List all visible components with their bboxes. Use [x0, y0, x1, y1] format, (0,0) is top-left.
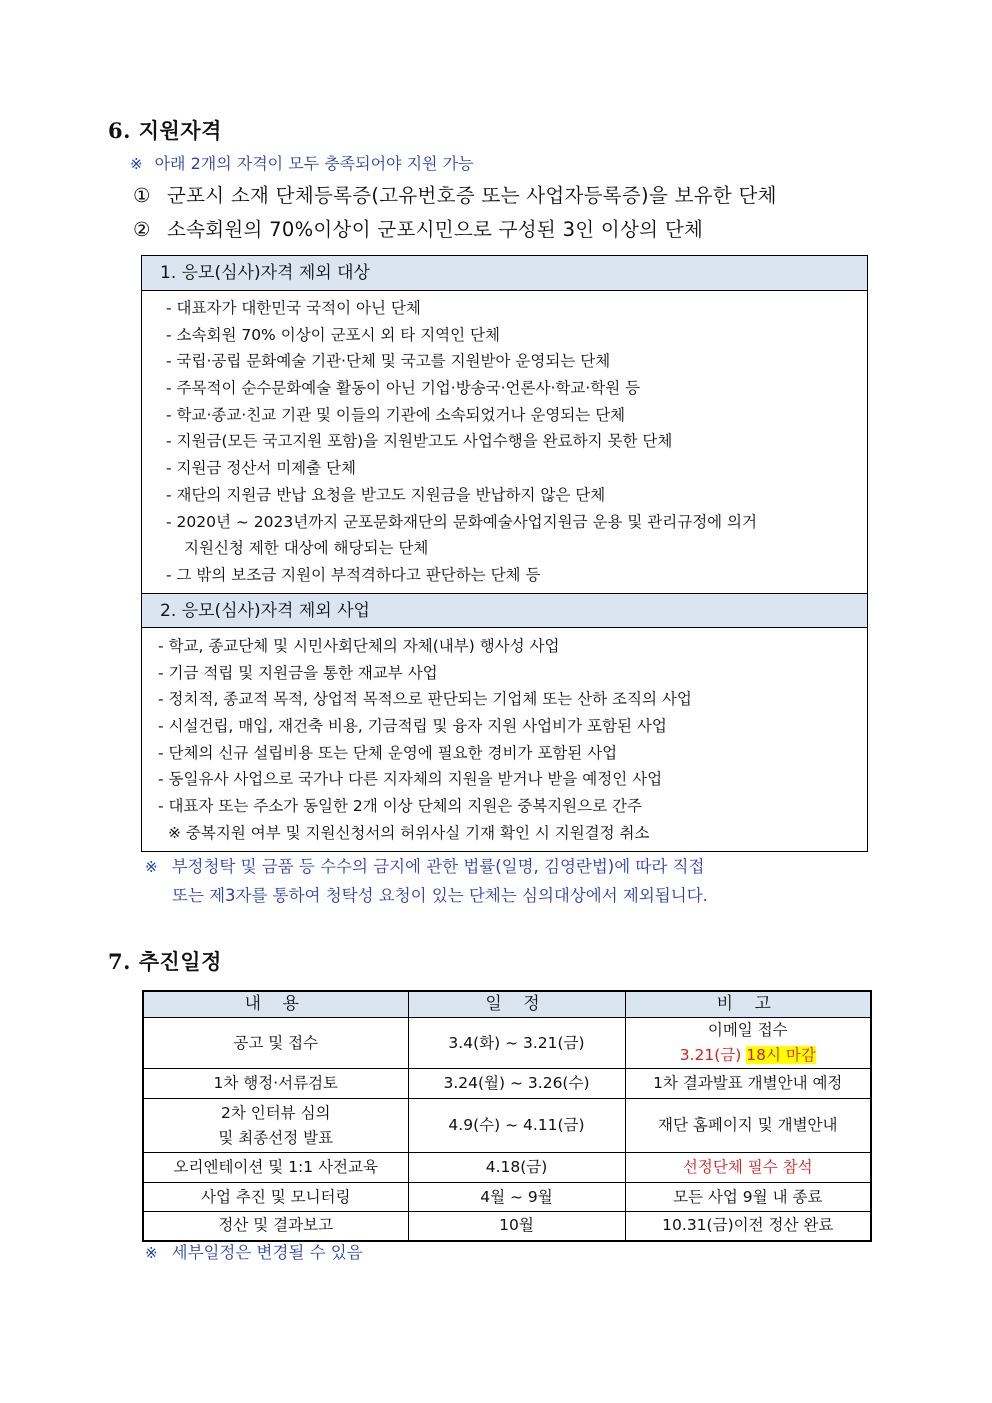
list-item-note: ※ 중복지원 여부 및 지원신청서의 허위사실 기재 확인 시 지원결정 취소: [168, 823, 650, 842]
cell-schedule: 4.18(금): [408, 1153, 625, 1183]
cell-schedule: 3.4(화) ~ 3.21(금): [408, 1018, 625, 1069]
list-item: - 대표자가 대한민국 국적이 아닌 단체: [166, 299, 421, 317]
list-item: - 2020년 ~ 2023년까지 군포문화재단의 문화예술사업지원금 운용 및 관리규정에 의거: [166, 512, 758, 531]
cell-remark: 모든 사업 9월 내 종료: [625, 1183, 871, 1212]
table-row: [143, 1153, 871, 1183]
schedule-table: [142, 990, 872, 1242]
list-item: - 국립·공립 문화예술 기관·단체 및 국고를 지원받아 운영되는 단체: [166, 352, 611, 371]
anti-graft-warning-line-1: [145, 853, 704, 877]
list-item: - 학교·종교·친교 기관 및 이들의 기관에 소속되었거나 운영되는 단체: [166, 405, 626, 424]
list-item: - 학교, 종교단체 및 시민사회단체의 자체(내부) 행사성 사업: [158, 637, 560, 655]
list-item: - 동일유사 사업으로 국가나 다른 지자체의 지원을 받거나 받을 예정인 사업: [158, 770, 663, 789]
criterion-2-text: 소속회원의 70%이상이 군포시민으로 구성된 3인 이상의 단체: [167, 218, 704, 241]
deadline-time: 18시 마감: [746, 1046, 816, 1064]
exclusion-box: [141, 255, 868, 852]
cell-content: 공고 및 접수: [143, 1018, 408, 1069]
cell-content: 정산 및 결과보고: [143, 1212, 408, 1241]
deadline-date: 3.21(금): [679, 1046, 742, 1064]
deadline-line: [626, 1043, 871, 1068]
list-item: - 정치적, 종교적 목적, 상업적 목적으로 판단되는 기업체 또는 산하 조직의 사업: [158, 690, 692, 709]
table-row: [143, 1018, 871, 1069]
schedule-change-note-text: 세부일정은 변경될 수 있음: [171, 1243, 363, 1262]
list-item: - 지원금 정산서 미제출 단체: [166, 459, 357, 478]
table-row: [143, 1183, 871, 1212]
eligibility-note: [130, 151, 473, 174]
table-row: [143, 1212, 871, 1241]
table-row: [143, 1069, 871, 1099]
cell-remark: [625, 1018, 871, 1069]
anti-graft-warning-line-2: 또는 제3자를 통하여 청탁성 요청이 있는 단체는 심의대상에서 제외됩니다.: [172, 886, 708, 905]
list-item: - 기금 적립 및 지원금을 통한 재교부 사업: [158, 663, 438, 682]
column-header-remark: 비 고: [625, 991, 871, 1018]
excluded-applicants-header: 1. 응모(심사)자격 제외 대상: [142, 256, 867, 291]
reference-mark-icon: ※: [130, 155, 143, 173]
cell-remark: 10.31(금)이전 정산 완료: [625, 1212, 871, 1241]
warning-text-1: 부정청탁 및 금품 등 수수의 금지에 관한 법률(일명, 김영란법)에 따라 직접: [171, 857, 705, 876]
list-item: - 대표자 또는 주소가 동일한 2개 이상 단체의 지원은 중복지원으로 간주: [158, 797, 642, 816]
section-7-title: 7. 추진일정: [108, 949, 222, 974]
cell-content: [143, 1099, 408, 1153]
remark-line: 이메일 접수: [707, 1021, 788, 1039]
table-row: [143, 1099, 871, 1153]
list-item: - 주목적이 순수문화예술 활동이 아닌 기업·방송국·언론사·학교·학원 등: [166, 379, 641, 398]
cell-schedule: 4월 ~ 9월: [408, 1183, 625, 1212]
reference-mark-icon: ※: [145, 858, 158, 876]
reference-mark-icon: ※: [145, 1244, 158, 1262]
list-item: - 그 밖의 보조금 지원이 부적격하다고 판단하는 단체 등: [166, 565, 541, 584]
cell-schedule: 3.24(월) ~ 3.26(수): [408, 1069, 625, 1099]
cell-content: 사업 추진 및 모니터링: [143, 1183, 408, 1212]
criterion-2: [133, 214, 703, 242]
list-item: - 지원금(모든 국고지원 포함)을 지원받고도 사업수행을 완료하지 못한 단체: [166, 432, 673, 451]
list-item-continuation: 지원신청 제한 대상에 해당되는 단체: [184, 539, 429, 558]
list-item: - 시설건립, 매입, 재건축 비용, 기금적립 및 융자 지원 사업비가 포함된 사업: [158, 717, 667, 736]
cell-remark: 재단 홈페이지 및 개별안내: [625, 1099, 871, 1153]
excluded-projects-header: 2. 응모(심사)자격 제외 사업: [142, 593, 867, 628]
cell-remark: 선정단체 필수 참석: [625, 1153, 871, 1183]
criterion-1-text: 군포시 소재 단체등록증(고유번호증 또는 사업자등록증)을 보유한 단체: [167, 184, 777, 207]
list-item: - 소속회원 70% 이상이 군포시 외 타 지역인 단체: [166, 325, 501, 344]
table-header-row: [143, 991, 871, 1018]
criterion-2-number: ②: [133, 218, 151, 241]
column-header-content: 내 용: [143, 991, 408, 1018]
criterion-1: [133, 180, 777, 208]
list-item: - 단체의 신규 설립비용 또는 단체 운영에 필요한 경비가 포함된 사업: [158, 743, 618, 762]
cell-remark: 1차 결과발표 개별안내 예정: [625, 1069, 871, 1099]
eligibility-note-text: 아래 2개의 자격이 모두 충족되어야 지원 가능: [154, 154, 474, 173]
content-line-1: 2차 인터뷰 심의: [220, 1103, 331, 1122]
column-header-schedule: 일 정: [408, 991, 625, 1018]
content-line-2: 및 최종선정 발표: [218, 1128, 334, 1147]
schedule-change-note: [145, 1239, 363, 1263]
criterion-1-number: ①: [133, 184, 151, 207]
excluded-projects-list: [158, 633, 692, 847]
cell-content: 오리엔테이션 및 1:1 사전교육: [143, 1153, 408, 1183]
section-6-title: 6. 지원자격: [108, 118, 222, 143]
cell-content: 1차 행정·서류검토: [143, 1069, 408, 1099]
list-item: - 재단의 지원금 반납 요청을 받고도 지원금을 반납하지 않은 단체: [166, 485, 606, 504]
cell-schedule: 4.9(수) ~ 4.11(금): [408, 1099, 625, 1153]
excluded-applicants-list: [166, 295, 757, 589]
cell-schedule: 10월: [408, 1212, 625, 1241]
